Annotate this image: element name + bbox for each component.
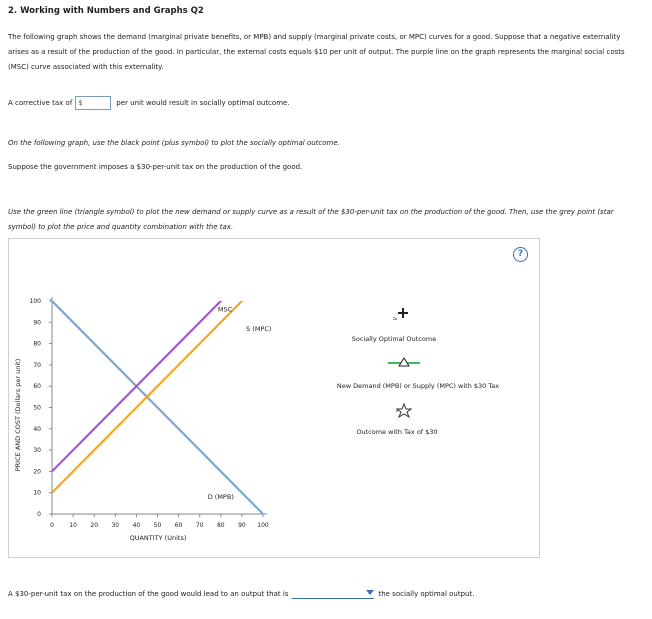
instruction-tax-curve: Use the green line (triangle symbol) to plot the new demand or supply curve as a result of the $30-per-unit tax on the production of the good. Then, use the grey point (star symbol) to plot the price and quantity combination with the tax. [8,208,614,231]
chevron-down-icon[interactable] [366,590,374,595]
x-tick-label: 40 [132,522,141,529]
final-question-row [8,588,474,599]
x-tick-label: 0 [50,522,54,529]
y-tick-label: 70 [33,361,41,369]
x-tick-label: 70 [195,522,204,529]
y-tick-label: 30 [33,447,41,455]
x-tick-label: 90 [238,522,246,529]
y-tick-label: 90 [33,319,41,327]
legend-plus-tool[interactable] [394,308,408,320]
x-tick-label: 10 [69,522,77,529]
y-tick-label: 0 [37,511,41,518]
corrective-tax-suffix: per unit would result in socially optimal outcome. [116,99,290,107]
y-tick-label: 10 [33,489,41,497]
legend-star-tool[interactable] [396,404,411,417]
y-tick-label: 20 [33,468,41,476]
legend-socially-optimal-label: Socially Optimal Outcome [351,335,437,343]
x-axis-label: QUANTITY (Units) [129,534,187,542]
x-tick-label: 80 [216,522,225,529]
x-tick-label: 20 [90,522,99,529]
y-tick-label: 100 [29,298,41,305]
x-tick-label: 100 [257,522,269,529]
y-tick-label: 50 [33,404,41,412]
y-tick-label: 40 [33,425,41,433]
legend-new-curve-label: New Demand (MPB) or Supply (MPC) with $30 Tax [336,382,500,390]
legend-outcome-with-tax-label: Outcome with Tax of $30 [356,428,438,436]
intro-paragraph: The following graph shows the demand (marginal private benefits, or MPB) and supply (marginal private costs, or MPC) curves for a good. Suppose that a negative externality arises as a result of the production of the good. In particular, the external costs equals $10 per unit of output. The purple line on the graph represents the marginal social costs (MSC) curve associated with this externality. [8,33,625,71]
series-line-msc [52,258,263,471]
page-title: 2. Working with Numbers and Graphs Q2 [8,6,204,16]
msc-curve-label: MSC [217,305,233,314]
final-question-text: A $30-per-unit tax on the production of the good would lead to an output that is [8,589,289,598]
y-axis-label: PRICE AND COST (Dollars per unit) [14,358,22,472]
scenario-text: Suppose the government imposes a $30-per-unit tax on the production of the good. [8,163,303,171]
supply-curve-label: S (MPC) [246,324,272,333]
x-tick-label: 50 [153,522,162,529]
x-tick-label: 30 [111,522,120,529]
corrective-tax-label: A corrective tax of [8,99,73,107]
y-tick-label: 60 [33,383,41,391]
final-question-suffix: the socially optimal output. [378,589,475,598]
demand-curve-label: D (MPB) [207,493,234,502]
help-icon[interactable]: ? [513,247,528,262]
y-tick-label: 80 [33,340,41,348]
instruction-socially-optimal: On the following graph, use the black point (plus symbol) to plot the socially optimal outcome. [8,139,340,147]
currency-symbol: $ [78,99,83,107]
legend-triangle-line-tool[interactable] [388,358,420,366]
x-tick-label: 60 [174,522,183,529]
series-line-d-mpb [52,301,263,514]
output-comparison-dropdown[interactable] [292,588,374,599]
